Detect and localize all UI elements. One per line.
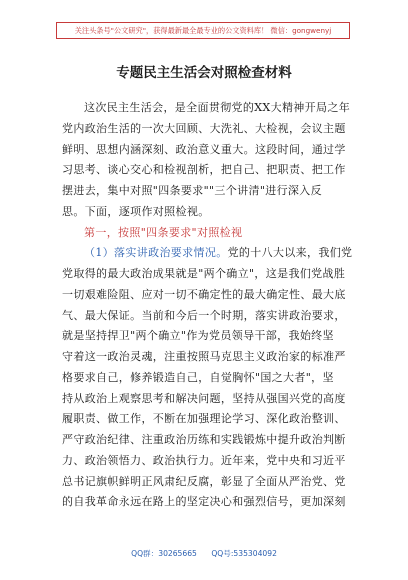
paragraph-line: 摆进去，集中对照"四条要求""三个讲清"进行深入反 <box>62 184 322 197</box>
paragraph-line: 党取得的最大政治成果就是"两个确立"，这是我们党战胜 <box>62 267 346 280</box>
paragraph-line: 党内政治生活的一次大回顾、大洗礼、大检视，会议主题 <box>62 121 346 135</box>
paragraph-line: 格要求自己，修养锻造自己，自觉胸怀"国之大者"，坚 <box>62 370 334 384</box>
paragraph-line: 鲜明、思想内涵深刻、政治意义重大。这段时间，通过学 <box>62 142 346 156</box>
promo-banner: 关注头条号"公文研究"，获得最新最全最专业的公文资料库！ 微信：gongwenyj <box>56 22 350 39</box>
paragraph-line: 气、最大保证。当前和今后一个时期，落实讲政治要求， <box>62 308 346 322</box>
footer-qq-group: QQ群：30265665 <box>131 549 197 558</box>
section-heading: 第一，按照"四条要求"对照检视 <box>84 225 243 239</box>
footer-qq-number: QQ号:535304092 <box>211 549 277 558</box>
paragraph-line: 习思考、谈心交心和检视剖析，把自己、把职责、把工作 <box>62 163 346 177</box>
paragraph-line: 总书记旗帜鲜明正风肃纪反腐，彰显了全面从严治党、党 <box>62 474 346 488</box>
subsection-line <box>62 243 362 264</box>
paragraph-line: 的自我革命永远在路上的坚定决心和强烈信号，更加深刻 <box>62 495 346 509</box>
paragraph-line: 一切艰难险阻、应对一切不确定性的最大确定性、最大底 <box>62 287 346 301</box>
paragraph-line: 就是坚持捍卫"两个确立"作为党员领导干部，我始终坚 <box>62 329 334 343</box>
footer <box>0 548 408 560</box>
paragraph-line: 严守政治纪律、注重政治历练和实践锻炼中提升政治判断 <box>62 433 346 446</box>
subsection-heading: （1）落实讲政治要求情况。 <box>84 246 228 260</box>
paragraph-line: 履职责、做工作，不断在加强理论学习、深化政治整训、 <box>62 412 346 426</box>
document-body <box>62 98 362 513</box>
paragraph-line: 这次民主生活会，是全面贯彻党的XX大精神开局之年 <box>84 101 351 114</box>
document-title: 专题民主生活会对照检查材料 <box>116 65 292 81</box>
paragraph-line: 思。下面，逐项作对照检视。 <box>62 204 210 218</box>
paragraph-line: 力、政治领悟力、政治执行力。近年来，党中央和习近平 <box>62 453 346 467</box>
paragraph-line: 持从政治上观察思考和解决问题，坚持从强国兴党的高度 <box>62 391 346 405</box>
paragraph-text: 党的十八大以来，我们党 <box>227 246 353 260</box>
paragraph-line: 守着这一政治灵魂，注重按照马克思主义政治家的标准严 <box>62 350 346 363</box>
